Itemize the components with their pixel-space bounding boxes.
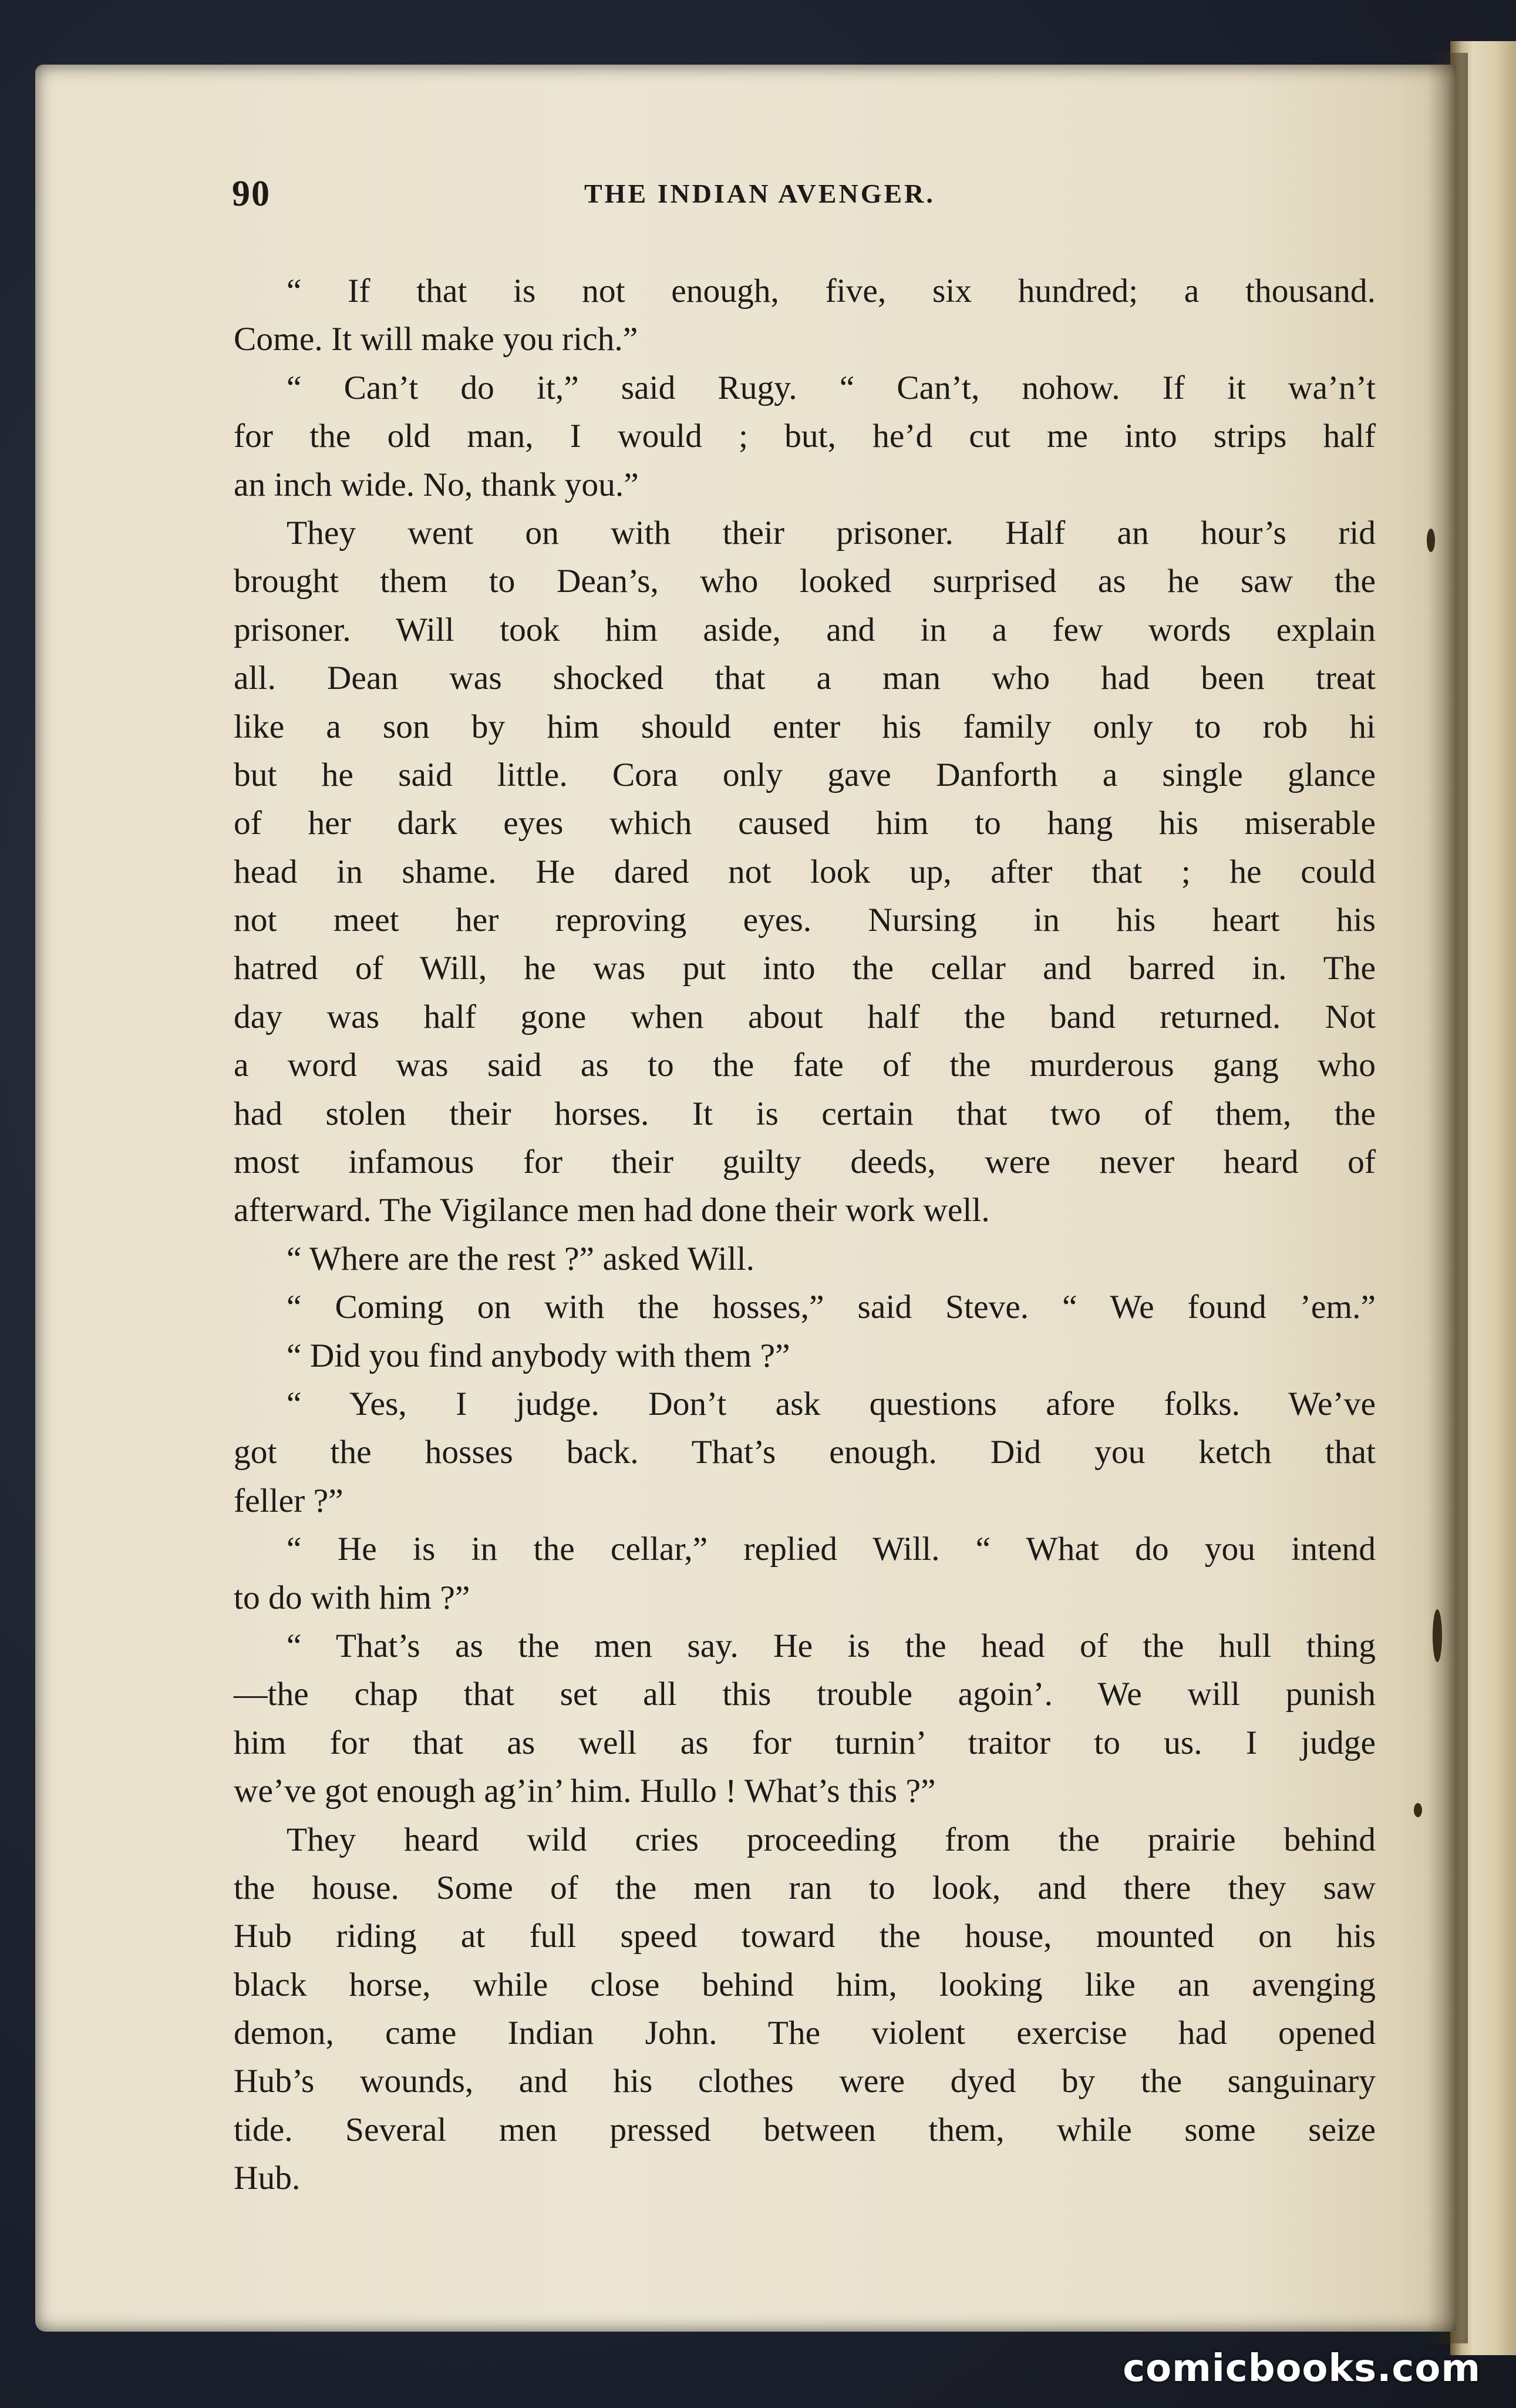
ink-stain: [1427, 529, 1435, 552]
text-line: a word was said as to the fate of the murderous gang who: [234, 1047, 1376, 1084]
text-line: we’ve got enough ag’in’ him. Hullo ! What’s this ?”: [234, 1773, 936, 1810]
text-line: “ Where are the rest ?” asked Will.: [287, 1240, 754, 1277]
text-line: an inch wide. No, thank you.”: [234, 466, 639, 503]
text-line: day was half gone when about half the band returned. Not: [234, 998, 1376, 1035]
text-line: “ If that is not enough, five, six hundred; a thousand.: [287, 273, 1376, 310]
text-line: Hub riding at full speed toward the house, mounted on his: [234, 1918, 1376, 1955]
text-line: They went on with their prisoner. Half an hour’s rid: [287, 514, 1376, 551]
text-line: “ Yes, I judge. Don’t ask questions afore folks. We’ve: [287, 1385, 1376, 1422]
ink-stain: [1414, 1803, 1422, 1817]
spine-shadow: [1427, 53, 1468, 2343]
text-line: “ Can’t do it,” said Rugy. “ Can’t, nohow. If it wa’n’t: [287, 369, 1376, 406]
text-line: “ He is in the cellar,” replied Will. “ What do you intend: [287, 1531, 1376, 1568]
text-line: had stolen their horses. It is certain that two of them, the: [234, 1095, 1376, 1132]
text-line: Come. It will make you rich.”: [234, 321, 638, 358]
text-line: not meet her reproving eyes. Nursing in his heart his: [234, 902, 1376, 939]
text-line: like a son by him should enter his family only to rob hi: [234, 708, 1376, 745]
watermark: comicbooks.com: [1123, 2347, 1481, 2390]
text-line: “ Did you find anybody with them ?”: [287, 1337, 790, 1374]
text-line: —the chap that set all this trouble agoin’. We will punish: [234, 1676, 1376, 1713]
text-line: “ That’s as the men say. He is the head of the hull thing: [287, 1627, 1376, 1664]
text-line: “ Coming on with the hosses,” said Steve. “ We found ’em.”: [287, 1289, 1376, 1326]
text-line: the house. Some of the men ran to look, and there they saw: [234, 1869, 1376, 1906]
text-line: of her dark eyes which caused him to hang his miserable: [234, 805, 1376, 842]
text-line: brought them to Dean’s, who looked surprised as he saw the: [234, 563, 1376, 600]
running-head: THE INDIAN AVENGER.: [584, 179, 935, 208]
text-line: afterward. The Vigilance men had done their work well.: [234, 1192, 990, 1229]
text-line: prisoner. Will took him aside, and in a few words explain: [234, 611, 1376, 648]
text-line: Hub’s wounds, and his clothes were dyed by the sanguinary: [234, 2063, 1376, 2100]
page-number: 90: [232, 174, 271, 214]
text-line: got the hosses back. That’s enough. Did you ketch that: [234, 1434, 1376, 1471]
text-line: They heard wild cries proceeding from the prairie behind: [287, 1821, 1376, 1858]
text-line: head in shame. He dared not look up, after that ; he could: [234, 853, 1376, 890]
text-line: Hub.: [234, 2160, 301, 2197]
text-line: demon, came Indian John. The violent exercise had opened: [234, 2014, 1376, 2052]
page-header: [232, 173, 1406, 226]
text-line: all. Dean was shocked that a man who had been treat: [234, 660, 1376, 697]
text-line: tide. Several men pressed between them, while some seize: [234, 2111, 1376, 2148]
ink-stain: [1433, 1609, 1442, 1662]
text-line: for the old man, I would ; but, he’d cut me into strips half: [234, 418, 1376, 455]
text-line: hatred of Will, he was put into the cellar and barred in. The: [234, 950, 1376, 987]
text-line: to do with him ?”: [234, 1579, 470, 1616]
text-line: him for that as well as for turnin’ traitor to us. I judge: [234, 1724, 1376, 1761]
text-line: but he said little. Cora only gave Danforth a single glance: [234, 756, 1376, 793]
text-line: black horse, while close behind him, looking like an avenging: [234, 1966, 1376, 2003]
body-text: [234, 267, 1376, 2203]
text-line: feller ?”: [234, 1482, 343, 1519]
text-line: most infamous for their guilty deeds, were never heard of: [234, 1144, 1376, 1181]
